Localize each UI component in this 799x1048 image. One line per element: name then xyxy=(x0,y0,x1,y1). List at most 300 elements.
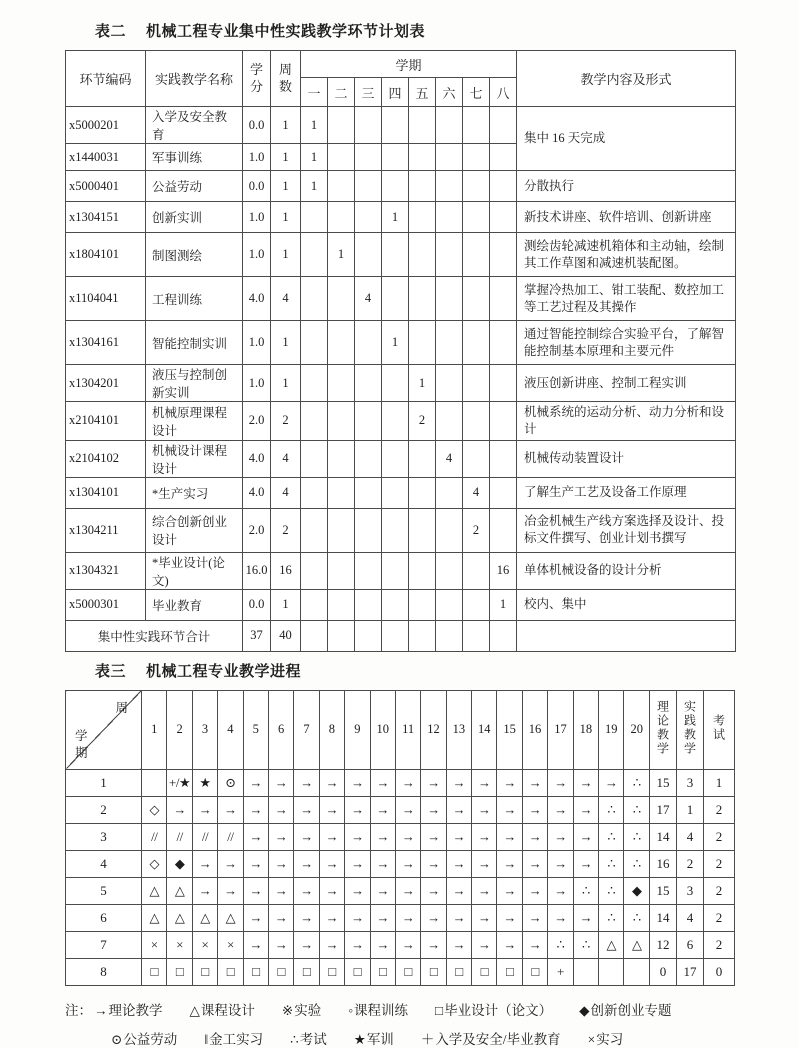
content-cell: 通过智能控制综合实验平台，了解智能控制基本原理和主要元件 xyxy=(517,321,736,365)
week-cell: → xyxy=(421,931,446,958)
week-header: 6 xyxy=(268,690,293,769)
semester-cell xyxy=(436,107,463,144)
week-cell: → xyxy=(395,769,420,796)
week-cell: // xyxy=(167,823,192,850)
week-cell: → xyxy=(243,823,268,850)
semester-cell xyxy=(328,477,355,508)
week-cell: → xyxy=(522,796,547,823)
semester-cell xyxy=(409,144,436,171)
week-cell: □ xyxy=(218,958,243,985)
summary-cell: 16 xyxy=(650,850,677,877)
name-cell: 入学及安全教育 xyxy=(146,107,243,144)
credit-cell: 1.0 xyxy=(243,202,271,233)
total-label: 集中性实践环节合计 xyxy=(66,620,243,651)
semester-cell xyxy=(490,365,517,402)
week-cell: → xyxy=(345,931,370,958)
semester-cell xyxy=(301,508,328,552)
name-cell: 机械设计课程设计 xyxy=(146,440,243,477)
code-cell: x1440031 xyxy=(66,144,146,171)
week-cell xyxy=(599,958,624,985)
summary-cell: 2 xyxy=(704,904,735,931)
week-cell: → xyxy=(573,769,598,796)
weeks-cell: 1 xyxy=(271,233,301,277)
legend-label: 考试 xyxy=(299,1031,327,1047)
week-cell: → xyxy=(497,769,522,796)
week-cell: → xyxy=(395,796,420,823)
credit-cell: 2.0 xyxy=(243,402,271,441)
legend-symbol: □ xyxy=(435,1002,444,1018)
header-code: 环节编码 xyxy=(66,51,146,107)
summary-cell: 15 xyxy=(650,877,677,904)
plan-row xyxy=(66,402,736,441)
semester-cell xyxy=(436,620,463,651)
week-header: 18 xyxy=(573,690,598,769)
semester-cell xyxy=(490,508,517,552)
semester-cell xyxy=(463,589,490,620)
week-cell: → xyxy=(573,796,598,823)
week-cell: → xyxy=(522,769,547,796)
progress-row xyxy=(66,931,735,958)
week-cell: → xyxy=(548,796,573,823)
semester-cell xyxy=(301,440,328,477)
semester-cell xyxy=(355,321,382,365)
week-cell: ∴ xyxy=(599,904,624,931)
semester-cell xyxy=(463,202,490,233)
credit-cell: 4.0 xyxy=(243,277,271,321)
week-cell: △ xyxy=(142,877,167,904)
semester-cell xyxy=(328,144,355,171)
semester-cell xyxy=(463,365,490,402)
week-header: 13 xyxy=(446,690,471,769)
week-cell: × xyxy=(218,931,243,958)
week-cell: → xyxy=(446,796,471,823)
semester-cell xyxy=(301,202,328,233)
semester-header: 六 xyxy=(436,78,463,107)
total-weeks: 40 xyxy=(271,620,301,651)
week-cell: → xyxy=(345,850,370,877)
week-cell: → xyxy=(446,904,471,931)
semester-cell xyxy=(355,402,382,441)
summary-cell: 1 xyxy=(704,769,735,796)
summary-cell: 14 xyxy=(650,823,677,850)
progress-row xyxy=(66,958,735,985)
header-credit: 学分 xyxy=(243,51,271,107)
name-cell: 毕业教育 xyxy=(146,589,243,620)
legend-item xyxy=(111,1032,177,1047)
week-cell: → xyxy=(345,877,370,904)
weeks-cell: 16 xyxy=(271,552,301,589)
name-cell: *生产实习 xyxy=(146,477,243,508)
week-cell: □ xyxy=(192,958,217,985)
legend-symbol: ※ xyxy=(281,1002,294,1018)
legend-label: 课程设计 xyxy=(200,1002,255,1018)
legend-symbol: ＋ xyxy=(420,1031,435,1047)
week-cell: △ xyxy=(167,904,192,931)
legend-label: 毕业设计（论文） xyxy=(444,1002,553,1018)
semester-cell xyxy=(328,552,355,589)
semester-cell: 1 xyxy=(409,365,436,402)
summary-cell: 1 xyxy=(677,796,704,823)
progress-row xyxy=(66,823,735,850)
semester-cell xyxy=(301,477,328,508)
content-cell: 单体机械设备的设计分析 xyxy=(517,552,736,589)
week-cell: → xyxy=(446,850,471,877)
week-cell: □ xyxy=(319,958,344,985)
plan-row xyxy=(66,477,736,508)
semester-cell xyxy=(328,321,355,365)
week-cell: → xyxy=(319,796,344,823)
semester-cell xyxy=(490,402,517,441)
week-cell: → xyxy=(370,796,395,823)
semester-cell: 4 xyxy=(463,477,490,508)
header-content: 教学内容及形式 xyxy=(517,51,736,107)
week-cell: → xyxy=(268,823,293,850)
code-cell: x1304151 xyxy=(66,202,146,233)
week-cell: → xyxy=(268,931,293,958)
legend-item xyxy=(94,1003,163,1018)
corner-week-label: 周 xyxy=(115,700,128,715)
semester-cell: 1 xyxy=(301,107,328,144)
content-cell: 集中 16 天完成 xyxy=(517,107,736,171)
week-cell: △ xyxy=(624,931,650,958)
semester-header: 七 xyxy=(463,78,490,107)
week-cell: → xyxy=(268,796,293,823)
semester-cell xyxy=(409,202,436,233)
legend-item xyxy=(354,1032,394,1047)
table2-title-text: 机械工程专业集中性实践教学环节计划表 xyxy=(146,24,426,40)
content-cell: 校内、集中 xyxy=(517,589,736,620)
legend-item xyxy=(579,1003,671,1018)
week-cell: → xyxy=(548,904,573,931)
week-cell: ∴ xyxy=(599,796,624,823)
semester-number-cell: 1 xyxy=(66,769,142,796)
legend-symbol: ★ xyxy=(353,1031,366,1047)
semester-cell xyxy=(382,171,409,202)
summary-header xyxy=(677,690,704,769)
semester-cell xyxy=(355,477,382,508)
semester-cell xyxy=(301,552,328,589)
week-cell: → xyxy=(319,823,344,850)
legend-item xyxy=(190,1003,255,1018)
legend xyxy=(65,999,765,1048)
semester-number-cell: 3 xyxy=(66,823,142,850)
week-cell: → xyxy=(599,769,624,796)
week-cell: → xyxy=(497,850,522,877)
week-cell: → xyxy=(548,850,573,877)
teaching-progress-table xyxy=(65,690,735,986)
semester-cell xyxy=(463,321,490,365)
week-cell: ∴ xyxy=(599,823,624,850)
summary-cell: 4 xyxy=(677,823,704,850)
plan-row xyxy=(66,277,736,321)
legend-symbol: → xyxy=(94,1002,108,1018)
legend-item xyxy=(588,1032,624,1047)
semester-cell xyxy=(355,233,382,277)
progress-row xyxy=(66,850,735,877)
summary-cell: 4 xyxy=(677,904,704,931)
week-cell: □ xyxy=(370,958,395,985)
legend-line-1 xyxy=(65,999,765,1019)
week-cell: → xyxy=(167,796,192,823)
name-cell: 智能控制实训 xyxy=(146,321,243,365)
week-cell: → xyxy=(472,769,497,796)
week-cell xyxy=(142,769,167,796)
semester-header: 四 xyxy=(382,78,409,107)
week-cell: ∴ xyxy=(624,796,650,823)
week-cell: → xyxy=(294,769,319,796)
week-cell: → xyxy=(294,877,319,904)
semester-cell xyxy=(490,277,517,321)
plan-row xyxy=(66,508,736,552)
header-semester-group: 学期 xyxy=(301,51,517,78)
week-header: 10 xyxy=(370,690,395,769)
progress-row xyxy=(66,877,735,904)
semester-cell xyxy=(301,620,328,651)
semester-cell xyxy=(463,552,490,589)
summary-cell: 17 xyxy=(677,958,704,985)
week-cell: → xyxy=(192,796,217,823)
week-cell: → xyxy=(345,769,370,796)
week-cell: → xyxy=(218,850,243,877)
name-cell: *毕业设计(论文) xyxy=(146,552,243,589)
code-cell: x1304321 xyxy=(66,552,146,589)
weeks-cell: 4 xyxy=(271,477,301,508)
legend-symbol: ‖ xyxy=(204,1031,209,1047)
week-cell: ◆ xyxy=(167,850,192,877)
semester-cell xyxy=(490,477,517,508)
semester-cell xyxy=(301,365,328,402)
summary-cell: 2 xyxy=(704,931,735,958)
week-cell: → xyxy=(472,796,497,823)
week-cell: → xyxy=(218,796,243,823)
week-header: 7 xyxy=(294,690,319,769)
summary-cell: 0 xyxy=(650,958,677,985)
legend-label: 军训 xyxy=(366,1031,394,1047)
content-cell: 测绘齿轮减速机箱体和主动轴，绘制其工作草图和减速机装配图。 xyxy=(517,233,736,277)
credit-cell: 4.0 xyxy=(243,477,271,508)
week-cell: △ xyxy=(599,931,624,958)
legend-prefix: 注： xyxy=(65,1002,92,1018)
week-cell: △ xyxy=(167,877,192,904)
week-cell: → xyxy=(218,877,243,904)
week-cell: → xyxy=(192,850,217,877)
week-cell: ⊙ xyxy=(218,769,243,796)
semester-cell: 4 xyxy=(436,440,463,477)
semester-cell xyxy=(382,107,409,144)
code-cell: x1304101 xyxy=(66,477,146,508)
credit-cell: 0.0 xyxy=(243,171,271,202)
teaching-progress-header xyxy=(66,690,735,769)
semester-cell xyxy=(409,233,436,277)
week-cell: → xyxy=(522,850,547,877)
legend-label: 理论教学 xyxy=(108,1002,163,1018)
semester-header: 二 xyxy=(328,78,355,107)
weeks-cell: 1 xyxy=(271,202,301,233)
week-cell: → xyxy=(472,904,497,931)
legend-label: 创新创业专题 xyxy=(590,1002,672,1018)
semester-cell xyxy=(463,402,490,441)
content-cell: 掌握冷热加工、钳工装配、数控加工等工艺过程及其操作 xyxy=(517,277,736,321)
semester-cell xyxy=(490,233,517,277)
legend-symbol: ∴ xyxy=(290,1031,299,1047)
semester-cell: 1 xyxy=(301,171,328,202)
progress-row xyxy=(66,904,735,931)
legend-item xyxy=(290,1032,327,1047)
code-cell: x1304211 xyxy=(66,508,146,552)
plan-row xyxy=(66,589,736,620)
code-cell: x5000401 xyxy=(66,171,146,202)
content-cell: 机械传动装置设计 xyxy=(517,440,736,477)
semester-number-cell: 7 xyxy=(66,931,142,958)
week-header: 1 xyxy=(142,690,167,769)
table3-title-prefix: 表三 xyxy=(95,663,127,680)
semester-cell xyxy=(409,477,436,508)
week-cell: △ xyxy=(192,904,217,931)
content-cell xyxy=(517,620,736,651)
plan-row xyxy=(66,321,736,365)
week-cell: → xyxy=(472,850,497,877)
week-header: 2 xyxy=(167,690,192,769)
week-cell: → xyxy=(497,904,522,931)
content-cell: 分散执行 xyxy=(517,171,736,202)
legend-label: 课程训练 xyxy=(354,1002,408,1018)
week-cell: → xyxy=(294,823,319,850)
week-cell: ∴ xyxy=(624,850,650,877)
credit-cell: 0.0 xyxy=(243,107,271,144)
week-header: 11 xyxy=(395,690,420,769)
week-cell: → xyxy=(497,931,522,958)
code-cell: x2104102 xyxy=(66,440,146,477)
credit-cell: 0.0 xyxy=(243,589,271,620)
week-cell: → xyxy=(243,796,268,823)
week-cell: ∴ xyxy=(599,877,624,904)
semester-cell xyxy=(436,589,463,620)
week-cell xyxy=(624,958,650,985)
week-header: 14 xyxy=(472,690,497,769)
week-cell: → xyxy=(395,877,420,904)
semester-cell: 1 xyxy=(328,233,355,277)
week-cell: → xyxy=(370,850,395,877)
semester-cell xyxy=(409,440,436,477)
semester-cell xyxy=(355,508,382,552)
content-cell: 了解生产工艺及设备工作原理 xyxy=(517,477,736,508)
legend-label: 实验 xyxy=(294,1002,322,1018)
week-cell xyxy=(573,958,598,985)
week-cell: → xyxy=(319,904,344,931)
name-cell: 公益劳动 xyxy=(146,171,243,202)
week-cell: → xyxy=(573,904,598,931)
week-cell: → xyxy=(472,823,497,850)
week-cell: → xyxy=(268,850,293,877)
semester-header: 三 xyxy=(355,78,382,107)
week-cell: × xyxy=(142,931,167,958)
weeks-cell: 1 xyxy=(271,589,301,620)
summary-cell: 2 xyxy=(704,850,735,877)
week-cell: → xyxy=(522,904,547,931)
week-cell: × xyxy=(192,931,217,958)
week-cell: + xyxy=(548,958,573,985)
semester-cell xyxy=(463,233,490,277)
summary-cell: 2 xyxy=(677,850,704,877)
summary-cell: 6 xyxy=(677,931,704,958)
week-cell: × xyxy=(167,931,192,958)
total-row xyxy=(66,620,736,651)
week-cell: → xyxy=(497,823,522,850)
week-cell: □ xyxy=(345,958,370,985)
week-cell: □ xyxy=(294,958,319,985)
semester-cell xyxy=(382,589,409,620)
week-header: 19 xyxy=(599,690,624,769)
code-cell: x5000301 xyxy=(66,589,146,620)
week-cell: → xyxy=(370,877,395,904)
week-cell: △ xyxy=(142,904,167,931)
semester-cell xyxy=(328,277,355,321)
legend-symbol: × xyxy=(587,1031,596,1047)
semester-cell xyxy=(436,171,463,202)
total-credit: 37 xyxy=(243,620,271,651)
week-cell: □ xyxy=(142,958,167,985)
week-cell: // xyxy=(142,823,167,850)
semester-cell xyxy=(490,144,517,171)
name-cell: 军事训练 xyxy=(146,144,243,171)
plan-row xyxy=(66,365,736,402)
code-cell: x2104101 xyxy=(66,402,146,441)
semester-cell xyxy=(463,440,490,477)
week-cell: ◆ xyxy=(624,877,650,904)
legend-label: 入学及安全/毕业教育 xyxy=(435,1031,561,1047)
week-cell: → xyxy=(522,823,547,850)
week-cell: → xyxy=(395,823,420,850)
week-cell: □ xyxy=(395,958,420,985)
semester-cell xyxy=(436,402,463,441)
name-cell: 液压与控制创新实训 xyxy=(146,365,243,402)
semester-cell xyxy=(382,402,409,441)
semester-cell xyxy=(409,321,436,365)
progress-row xyxy=(66,796,735,823)
week-cell: → xyxy=(421,904,446,931)
semester-cell: 2 xyxy=(409,402,436,441)
semester-cell xyxy=(436,477,463,508)
weeks-cell: 1 xyxy=(271,107,301,144)
legend-symbol: ⊙ xyxy=(111,1031,123,1047)
week-cell: → xyxy=(243,904,268,931)
week-cell: → xyxy=(268,904,293,931)
week-cell: → xyxy=(421,850,446,877)
week-cell: □ xyxy=(167,958,192,985)
semester-cell xyxy=(382,233,409,277)
code-cell: x1104041 xyxy=(66,277,146,321)
credit-cell: 4.0 xyxy=(243,440,271,477)
week-header: 9 xyxy=(345,690,370,769)
semester-cell xyxy=(382,277,409,321)
summary-cell: 2 xyxy=(704,823,735,850)
plan-row xyxy=(66,440,736,477)
week-cell: → xyxy=(243,877,268,904)
week-cell: → xyxy=(497,796,522,823)
semester-cell: 1 xyxy=(301,144,328,171)
content-cell: 液压创新讲座、控制工程实训 xyxy=(517,365,736,402)
semester-header: 一 xyxy=(301,78,328,107)
week-cell: → xyxy=(243,850,268,877)
plan-row xyxy=(66,552,736,589)
week-cell: ◇ xyxy=(142,850,167,877)
semester-cell xyxy=(355,440,382,477)
semester-cell xyxy=(328,171,355,202)
code-cell: x1304161 xyxy=(66,321,146,365)
week-cell: ∴ xyxy=(599,850,624,877)
name-cell: 制图测绘 xyxy=(146,233,243,277)
content-cell: 机械系统的运动分析、动力分析和设计 xyxy=(517,402,736,441)
